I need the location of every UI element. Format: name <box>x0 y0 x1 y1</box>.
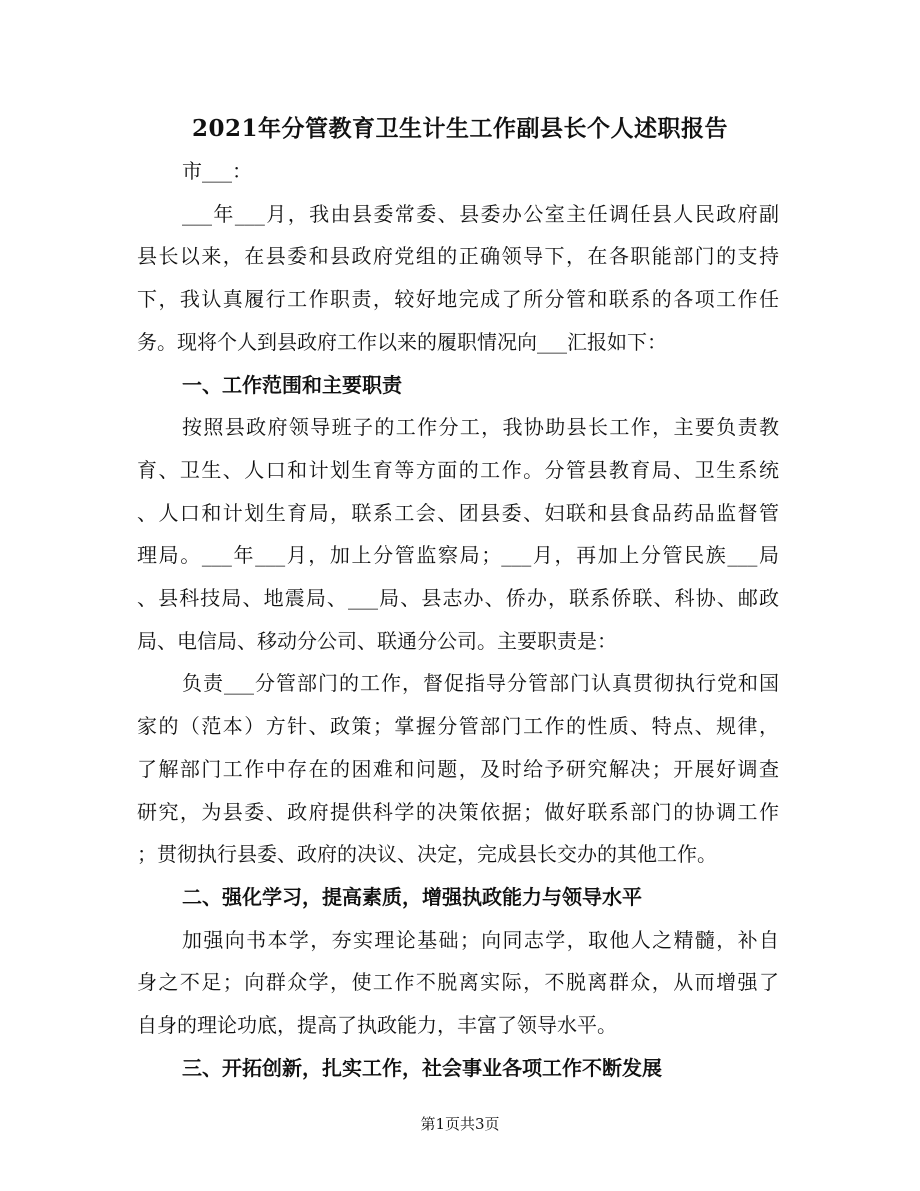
paragraph-line: ；贯彻执行县委、政府的决议、决定，完成县长交办的其他工作。 <box>137 842 717 866</box>
section-heading: 二、强化学习，提高素质，增强执政能力与领导水平 <box>182 885 642 909</box>
paragraph-line: 了解部门工作中存在的困难和问题，及时给予研究解决；开展好调查 <box>137 757 779 781</box>
section-heading: 一、工作范围和主要职责 <box>182 373 402 397</box>
paragraph-line: 、县科技局、地震局、___局、县志办、侨办，联系侨联、科协、邮政 <box>137 586 779 610</box>
paragraph-line: 身之不足；向群众学，使工作不脱离实际，不脱离群众，从而增强了 <box>137 970 779 994</box>
paragraph-line: 、人口和计划生育局，联系工会、团县委、妇联和县食品药品监督管 <box>137 501 779 525</box>
paragraph-line: 下，我认真履行工作职责，较好地完成了所分管和联系的各项工作任 <box>137 287 779 311</box>
paragraph-line: 县长以来，在县委和县政府党组的正确领导下，在各职能部门的支持 <box>137 244 779 268</box>
salutation: 市___： <box>182 159 252 183</box>
page-number: 第1页共3页 <box>420 1115 500 1133</box>
paragraph-line: 局、电信局、移动分公司、联通分公司。主要职责是： <box>137 629 617 653</box>
section-heading: 三、开拓创新，扎实工作，社会事业各项工作不断发展 <box>182 1056 662 1080</box>
paragraph-line: 自身的理论功底，提高了执政能力，丰富了领导水平。 <box>137 1013 617 1037</box>
paragraph-line: 家的（范本）方针、政策；掌握分管部门工作的性质、特点、规律， <box>137 714 779 738</box>
paragraph-line: ___年___月，我由县委常委、县委办公室主任调任县人民政府副 <box>182 202 779 226</box>
paragraph-line: 务。现将个人到县政府工作以来的履职情况向___汇报如下： <box>137 330 667 354</box>
paragraph-line: 育、卫生、人口和计划生育等方面的工作。分管县教育局、卫生系统 <box>137 458 779 482</box>
paragraph-line: 加强向书本学，夯实理论基础；向同志学，取他人之精髓，补自 <box>182 928 779 952</box>
paragraph-line: 研究，为县委、政府提供科学的决策依据；做好联系部门的协调工作 <box>137 800 779 824</box>
paragraph-line: 负责___分管部门的工作，督促指导分管部门认真贯彻执行党和国 <box>182 671 779 695</box>
document-title: 2021年分管教育卫生计生工作副县长个人述职报告 <box>191 115 728 142</box>
paragraph-line: 按照县政府领导班子的工作分工，我协助县长工作，主要负责教 <box>182 415 779 439</box>
paragraph-line: 理局。___年___月，加上分管监察局；___月，再加上分管民族___局 <box>137 543 779 567</box>
